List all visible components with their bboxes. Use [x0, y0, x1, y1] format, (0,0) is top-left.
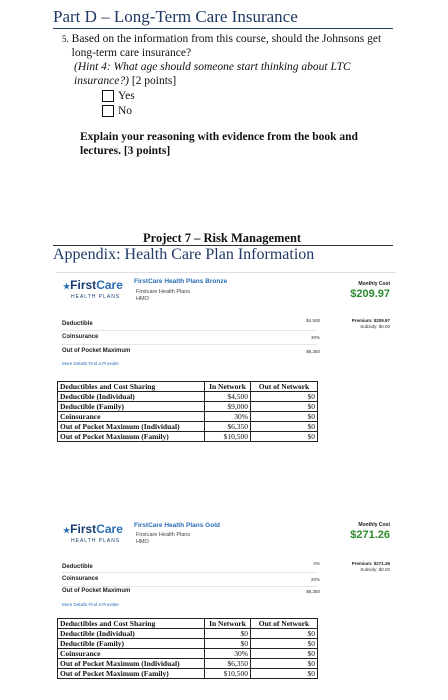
table-row: Coinsurance 30% $0 — [58, 649, 318, 659]
plan-type: HMO — [136, 539, 149, 545]
hint-points: [2 points] — [131, 75, 177, 87]
row-deductible-value: 0% — [313, 561, 320, 566]
row-deductible-label: Deductible — [62, 321, 93, 327]
star-icon: ★ — [63, 282, 71, 291]
plan-provider: Firstcare Health Plans — [136, 532, 191, 538]
row-divider — [62, 586, 317, 587]
table-row: Coinsurance 30% $0 — [58, 412, 318, 422]
plan-links[interactable]: More Details Find a Provider — [62, 602, 120, 607]
firstcare-logo: ★FirstCare — [63, 522, 123, 536]
title-rule — [53, 28, 393, 29]
table-row: Deductible (Family) $0 $0 — [58, 639, 318, 649]
checkbox-icon[interactable] — [102, 90, 114, 102]
monthly-cost: $209.97 — [350, 288, 390, 300]
row-oop-label: Out of Pocket Maximum — [62, 348, 131, 354]
table-row: Out of Pocket Maximum (Family) $10,500 $0 — [58, 669, 318, 679]
premium-info: Premium: $209.97 Subsidy: $0.00 — [351, 318, 390, 329]
row-divider — [62, 344, 317, 345]
part-d-title: Part D – Long-Term Care Insurance — [53, 7, 298, 26]
checkbox-icon[interactable] — [102, 105, 114, 117]
row-deductible-label: Deductible — [62, 564, 93, 570]
explain-prompt: Explain your reasoning with evidence from the book and lectures. [3 points] — [80, 131, 358, 157]
table-header-row: Deductibles and Cost Sharing In Network Out of Network — [58, 382, 318, 392]
project-title: Project 7 – Risk Management — [143, 231, 302, 245]
row-deductible-value: $4,500 — [306, 318, 320, 323]
logo-subtitle: HEALTH PLANS — [71, 294, 121, 300]
table-row: Deductible (Individual) $4,500 $0 — [58, 392, 318, 402]
logo-subtitle: HEALTH PLANS — [71, 538, 121, 544]
option-yes[interactable] — [102, 89, 402, 103]
table-row: Out of Pocket Maximum (Family) $10,500 $0 — [58, 432, 318, 442]
premium-info: Premium: $271.26 Subsidy: $0.00 — [351, 561, 390, 572]
cost-sharing-table-gold — [57, 618, 318, 679]
row-coinsurance-value: 30% — [310, 335, 320, 340]
row-divider — [62, 572, 317, 573]
table-row: Deductible (Individual) $0 $0 — [58, 629, 318, 639]
firstcare-logo: ★FirstCare — [63, 278, 123, 292]
star-icon: ★ — [63, 526, 71, 535]
question-5 — [62, 32, 402, 118]
question-hint: (Hint 4: What age should someone start thinking about LTC insurance?) — [74, 61, 351, 87]
question-number: 5. — [62, 34, 69, 44]
row-oop-value: $6,350 — [306, 349, 320, 354]
option-label: No — [118, 105, 133, 117]
row-coinsurance-value: 20% — [310, 577, 320, 582]
plan-card-bronze — [56, 272, 396, 373]
monthly-cost: $271.26 — [350, 529, 390, 541]
row-oop-label: Out of Pocket Maximum — [62, 588, 131, 594]
table-row: Out of Pocket Maximum (Individual) $6,350 $0 — [58, 422, 318, 432]
monthly-cost-label: Monthly Cost — [358, 281, 390, 287]
plan-name[interactable]: FirstCare Health Plans Gold — [134, 522, 220, 529]
plan-provider: Firstcare Health Plans — [136, 289, 191, 295]
plan-type: HMO — [136, 296, 149, 302]
plan-links[interactable]: More Details Find a Provider — [62, 361, 120, 366]
plan-name[interactable]: FirstCare Health Plans Bronze — [134, 278, 228, 285]
table-row: Out of Pocket Maximum (Individual) $6,350 $0 — [58, 659, 318, 669]
table-row: Deductible (Family) $9,000 $0 — [58, 402, 318, 412]
monthly-cost-label: Monthly Cost — [358, 522, 390, 528]
cost-sharing-table-bronze — [57, 381, 318, 442]
row-coinsurance-label: Coinsurance — [62, 334, 99, 340]
question-text: Based on the information from this course, should the Johnsons get long-term care insurance? — [71, 33, 382, 59]
row-divider — [62, 330, 317, 331]
plan-card-gold — [56, 517, 396, 612]
option-label: Yes — [118, 90, 135, 102]
row-coinsurance-label: Coinsurance — [62, 576, 99, 582]
option-no[interactable] — [102, 104, 402, 118]
appendix-title: Appendix: Health Care Plan Information — [53, 246, 315, 263]
table-header-row: Deductibles and Cost Sharing In Network Out of Network — [58, 619, 318, 629]
row-oop-value: $6,350 — [306, 589, 320, 594]
